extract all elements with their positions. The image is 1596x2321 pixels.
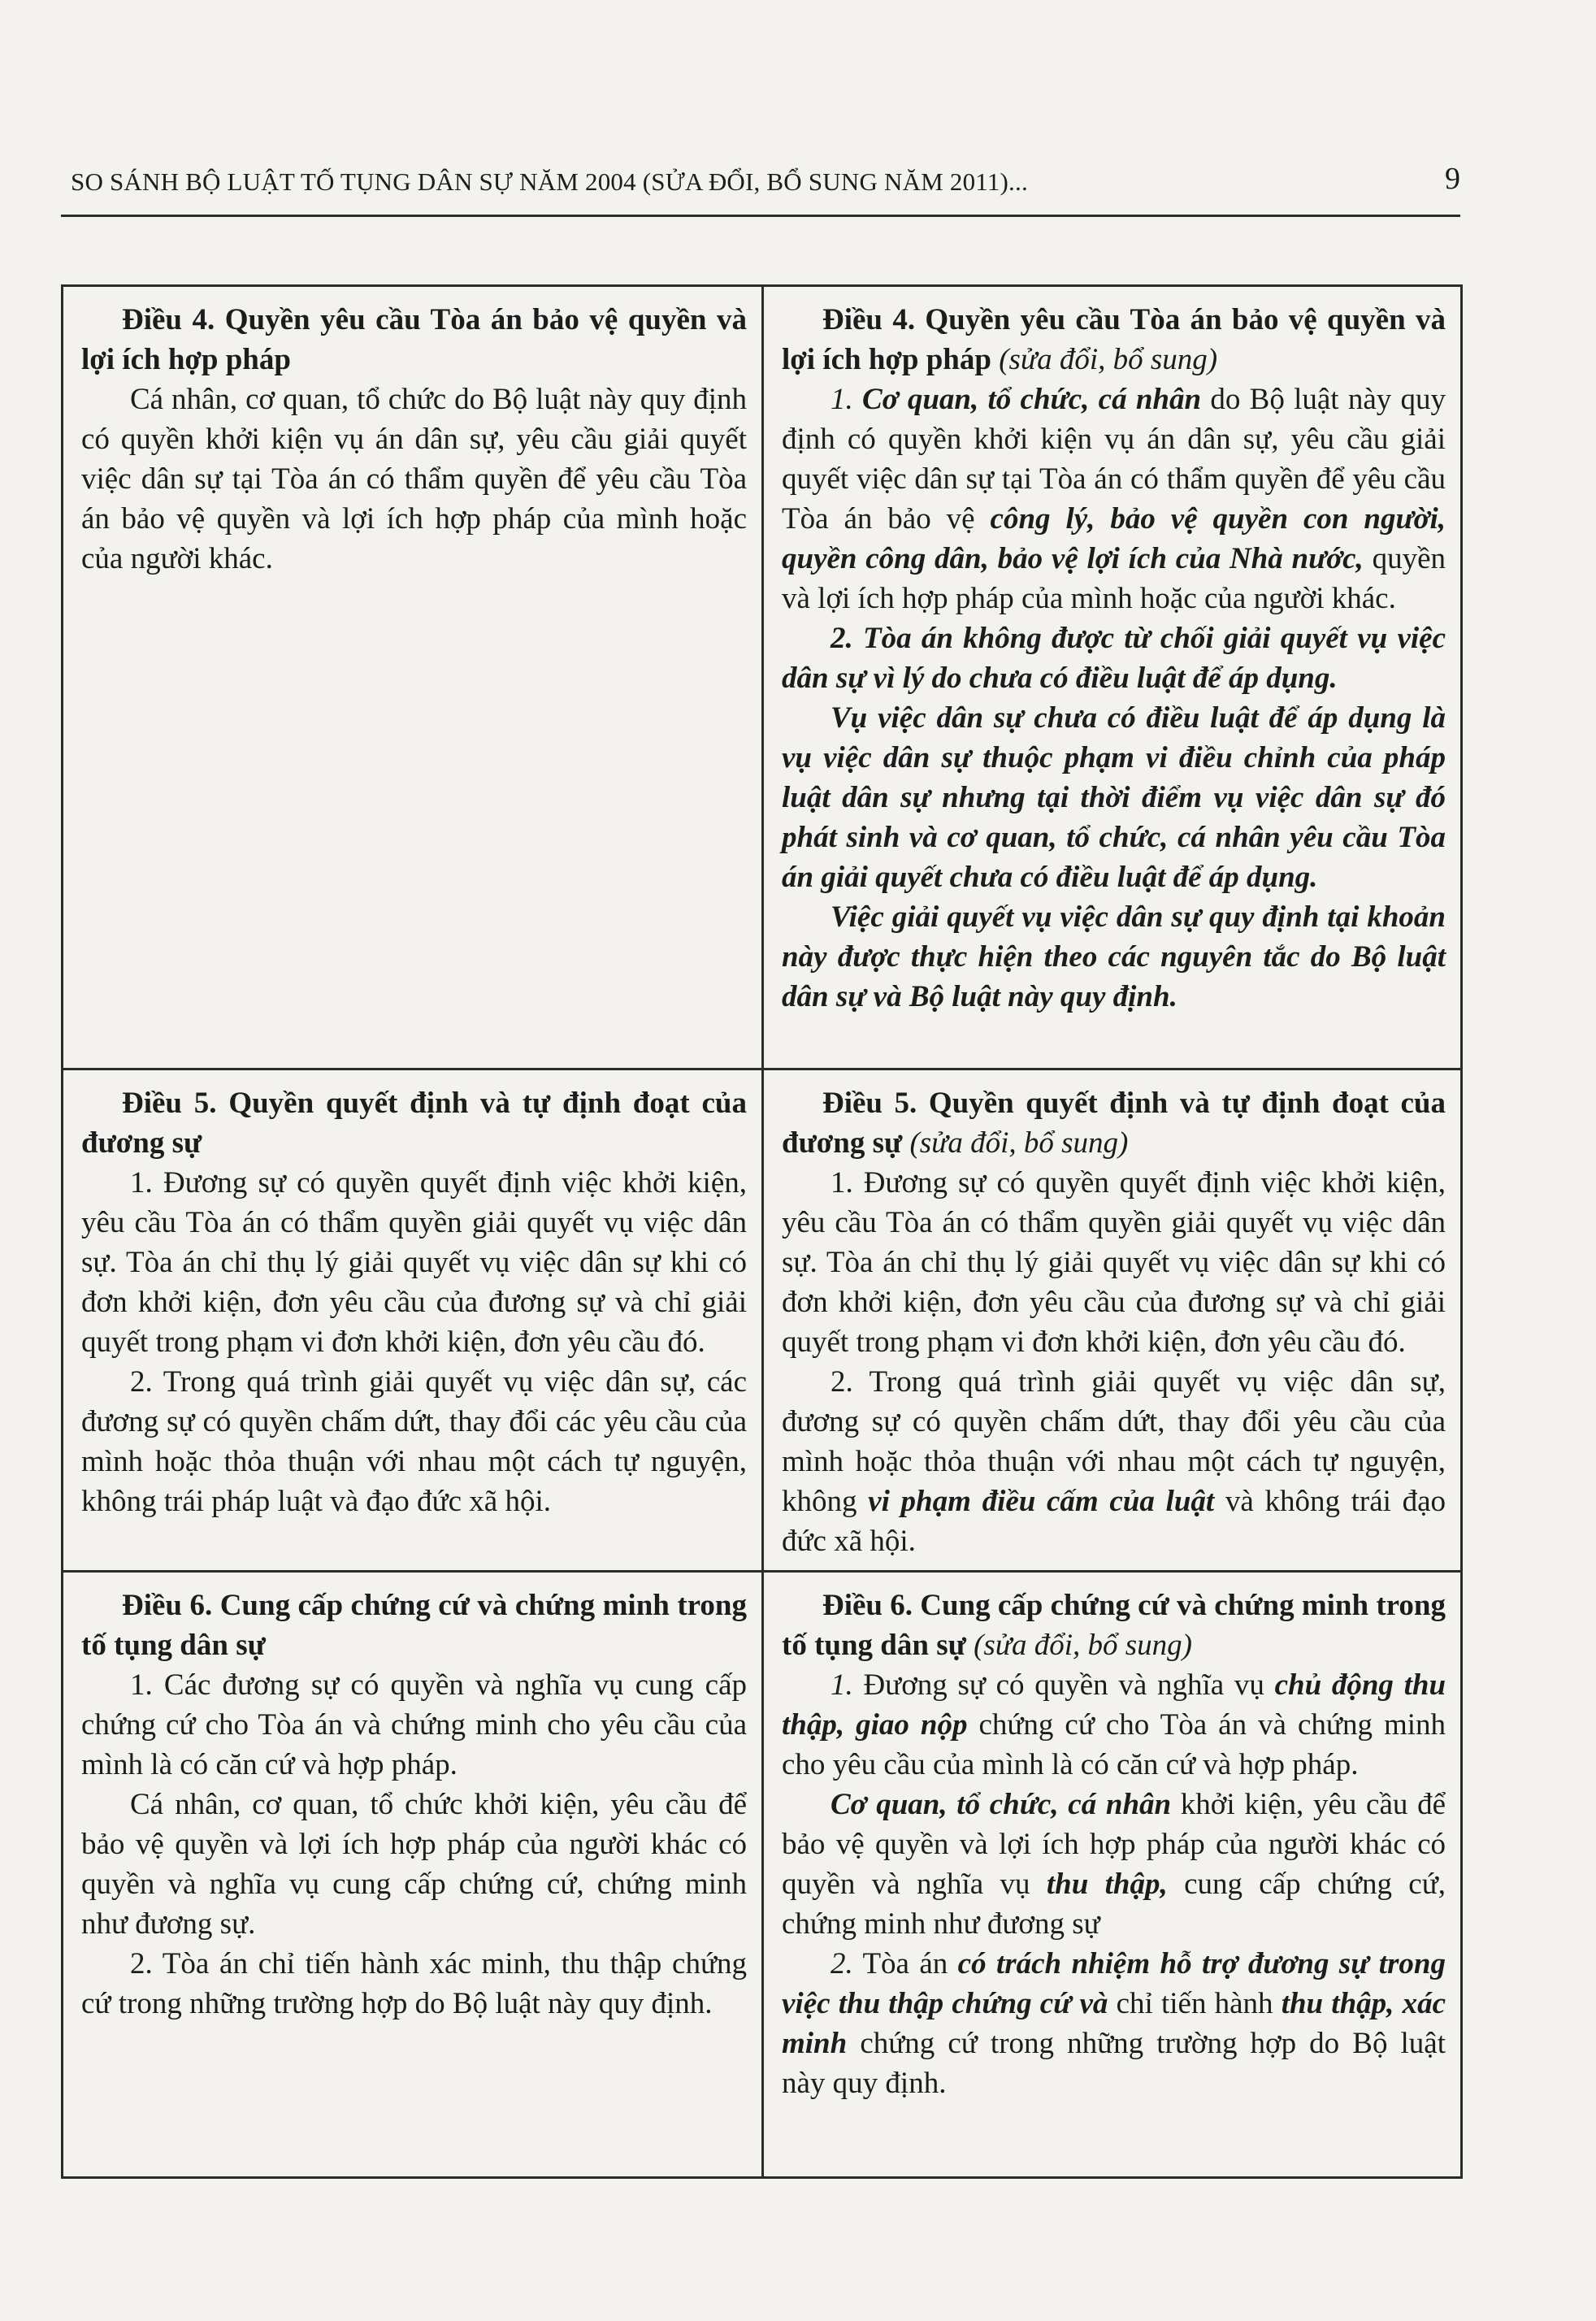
article-title: Điều 6. Cung cấp chứng cứ và chứng minh trong tố tụng dân sự xyxy=(81,1589,747,1662)
page-number: 9 xyxy=(1445,162,1460,196)
right-cell-article-6 xyxy=(763,1572,1462,2178)
paragraph: Việc giải quyết vụ việc dân sự quy định tại khoản này được thực hiện theo các nguyên tắc do Bộ luật dân sự và Bộ luật này quy định. xyxy=(782,900,1446,1013)
amendment-note: (sửa đổi, bổ sung) xyxy=(999,343,1218,376)
paragraph: 1. Cơ quan, tổ chức, cá nhân do Bộ luật này quy định có quyền khởi kiện vụ án dân sự, yêu cầu giải quyết việc dân sự tại Tòa án có thẩm quyền để yêu cầu Tòa án bảo vệ công lý, bảo vệ quyền con người, quyền công dân, bảo vệ lợi ích của Nhà nước, quyền và lợi ích hợp pháp của mình hoặc của người khác. xyxy=(782,383,1446,615)
table-row xyxy=(63,1572,1462,2178)
paragraph: Cá nhân, cơ quan, tổ chức do Bộ luật này quy định có quyền khởi kiện vụ án dân sự, yêu cầu giải quyết việc dân sự tại Tòa án có thẩm quyền để yêu cầu Tòa án bảo vệ quyền và lợi ích hợp pháp của mình hoặc của người khác. xyxy=(81,383,747,575)
table-row xyxy=(63,1069,1462,1572)
comparison-table xyxy=(61,284,1463,2179)
right-cell-article-5 xyxy=(763,1069,1462,1572)
article-title: Điều 6. Cung cấp chứng cứ và chứng minh trong tố tụng dân sự (sửa đổi, bổ sung) xyxy=(782,1589,1446,1662)
left-cell-article-6 xyxy=(63,1572,763,2178)
paragraph: 1. Đương sự có quyền quyết định việc khởi kiện, yêu cầu Tòa án có thẩm quyền giải quyết vụ việc dân sự. Tòa án chỉ thụ lý giải quyết vụ việc dân sự khi có đơn khởi kiện, đơn yêu cầu của đương sự và chỉ giải quyết trong phạm vi đơn khởi kiện, đơn yêu cầu đó. xyxy=(81,1166,747,1359)
paragraph: 2. Tòa án có trách nhiệm hỗ trợ đương sự trong việc thu thập chứng cứ và chỉ tiến hành thu thập, xác minh chứng cứ trong những trường hợp do Bộ luật này quy định. xyxy=(782,1947,1446,2100)
article-title: Điều 4. Quyền yêu cầu Tòa án bảo vệ quyền và lợi ích hợp pháp (sửa đổi, bổ sung) xyxy=(782,303,1446,376)
paragraph: Vụ việc dân sự chưa có điều luật để áp dụng là vụ việc dân sự thuộc phạm vi điều chỉnh của pháp luật dân sự nhưng tại thời điểm vụ việc dân sự đó phát sinh và cơ quan, tổ chức, cá nhân yêu cầu Tòa án giải quyết chưa có điều luật để áp dụng. xyxy=(782,701,1446,894)
right-cell-article-4 xyxy=(763,286,1462,1069)
paragraph: 1. Các đương sự có quyền và nghĩa vụ cung cấp chứng cứ cho Tòa án và chứng minh cho yêu cầu của mình là có căn cứ và hợp pháp. xyxy=(81,1668,747,1781)
article-title: Điều 5. Quyền quyết định và tự định đoạt của đương sự xyxy=(81,1087,747,1160)
running-title: SO SÁNH BỘ LUẬT TỐ TỤNG DÂN SỰ NĂM 2004 (SỬA ĐỔI, BỔ SUNG NĂM 2011)... xyxy=(71,167,1028,196)
left-cell-article-4 xyxy=(63,286,763,1069)
amendment-note: (sửa đổi, bổ sung) xyxy=(909,1126,1129,1160)
table-row xyxy=(63,286,1462,1069)
paragraph: 2. Trong quá trình giải quyết vụ việc dân sự, các đương sự có quyền chấm dứt, thay đổi các yêu cầu của mình hoặc thỏa thuận với nhau một cách tự nguyện, không trái pháp luật và đạo đức xã hội. xyxy=(81,1365,747,1518)
article-title: Điều 5. Quyền quyết định và tự định đoạt của đương sự (sửa đổi, bổ sung) xyxy=(782,1087,1446,1160)
paragraph: 1. Đương sự có quyền và nghĩa vụ chủ động thu thập, giao nộp chứng cứ cho Tòa án và chứng minh cho yêu cầu của mình là có căn cứ và hợp pháp. xyxy=(782,1668,1446,1781)
paragraph: 1. Đương sự có quyền quyết định việc khởi kiện, yêu cầu Tòa án có thẩm quyền giải quyết vụ việc dân sự. Tòa án chỉ thụ lý giải quyết vụ việc dân sự khi có đơn khởi kiện, đơn yêu cầu của đương sự và chỉ giải quyết trong phạm vi đơn khởi kiện, đơn yêu cầu đó. xyxy=(782,1166,1446,1359)
paragraph: 2. Tòa án chỉ tiến hành xác minh, thu thập chứng cứ trong những trường hợp do Bộ luật này quy định. xyxy=(81,1947,747,2020)
paragraph: 2. Tòa án không được từ chối giải quyết vụ việc dân sự vì lý do chưa có điều luật để áp dụng. xyxy=(782,622,1446,695)
left-cell-article-5 xyxy=(63,1069,763,1572)
article-title: Điều 4. Quyền yêu cầu Tòa án bảo vệ quyền và lợi ích hợp pháp xyxy=(81,303,747,376)
paragraph: 2. Trong quá trình giải quyết vụ việc dân sự, đương sự có quyền chấm dứt, thay đổi yêu cầu của mình hoặc thỏa thuận với nhau một cách tự nguyện, không vi phạm điều cấm của luật và không trái đạo đức xã hội. xyxy=(782,1365,1446,1558)
paragraph: Cơ quan, tổ chức, cá nhân khởi kiện, yêu cầu để bảo vệ quyền và lợi ích hợp pháp của người khác có quyền và nghĩa vụ thu thập, cung cấp chứng cứ, chứng minh như đương sự xyxy=(782,1788,1446,1941)
amendment-note: (sửa đổi, bổ sung) xyxy=(974,1629,1192,1662)
page-header xyxy=(61,156,1460,217)
paragraph: Cá nhân, cơ quan, tổ chức khởi kiện, yêu cầu để bảo vệ quyền và lợi ích hợp pháp của người khác có quyền và nghĩa vụ cung cấp chứng cứ, chứng minh như đương sự. xyxy=(81,1788,747,1941)
